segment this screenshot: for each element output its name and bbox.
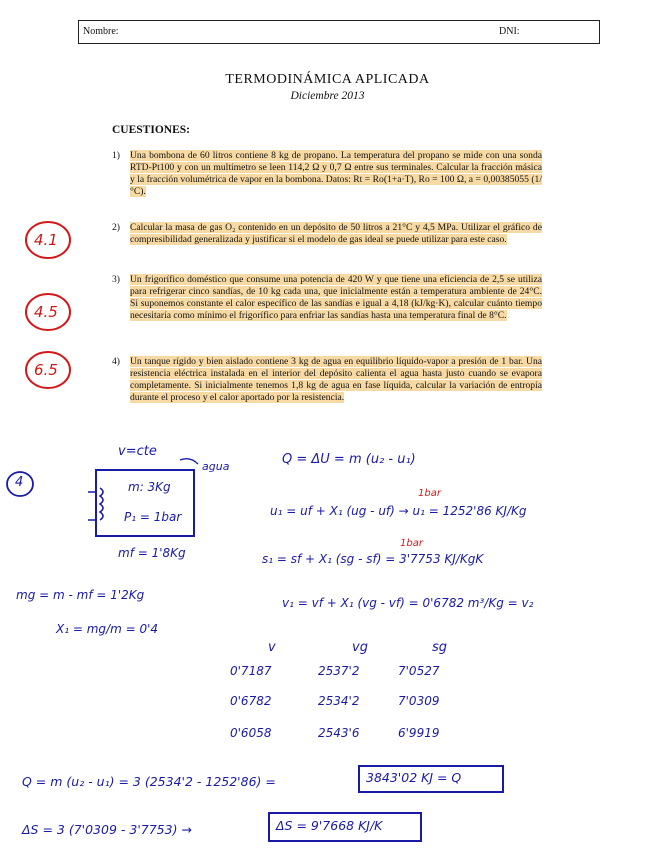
margin-mark-q4: 6.5 (34, 361, 58, 379)
question-number: 2) (112, 222, 120, 233)
q-equation: Q = ΔU = m (u₂ - u₁) (282, 452, 416, 467)
nombre-label: Nombre: (83, 26, 119, 37)
resistor-leads (88, 492, 96, 520)
table-cell: 7'0527 (398, 664, 440, 678)
table-cell: 2534'2 (318, 694, 360, 708)
question-text: Un frigorífico doméstico que consume una potencia de 420 W y que tiene una eficiencia de 2,5 se utiliza para refrigerar cinco sandías, de 10 kg cada una, que inicialmente están a temperatura ambiente de 24°C. Si suponemos constante el calor específico de las sandías e igual a 4,18 (kJ/kg·K), calcular cuánto tiempo necesitaría como mínimo el frigorífico para enfriar las sandías hasta una temperatura final de 8°C. (130, 274, 542, 321)
mg-calc: mg = m - mf = 1'2Kg (16, 588, 145, 602)
question-text: Un tanque rígido y bien aislado contiene 3 kg de agua en equilibrio líquido-vapor a presión de 1 bar. Una resistencia eléctrica instalada en el interior del depósito calienta el agua hasta justo cuando se evapora completamente. Si inicialmente tenemos 1,8 kg de agua en fase líquida, calcular la variación de entropía durante el proceso y el calor aportado por la resistencia. (130, 356, 542, 403)
table-cell: 7'0309 (398, 694, 440, 708)
question-number: 4) (112, 356, 120, 367)
margin-mark-q2: 4.1 (34, 231, 58, 249)
q-final-equation: Q = m (u₂ - u₁) = 3 (2534'2 - 1252'86) = (22, 774, 276, 789)
u1-equation: u₁ = uf + X₁ (ug - uf) → u₁ = 1252'86 KJ/Kg (270, 504, 527, 518)
s1-equation: s₁ = sf + X₁ (sg - sf) = 3'7753 KJ/KgK (262, 552, 484, 566)
table-cell: 0'7187 (230, 664, 272, 678)
mf-note: mf = 1'8Kg (118, 546, 186, 560)
ds-result-box (268, 812, 422, 842)
table-header: vg (352, 640, 368, 655)
question-text: Una bombona de 60 litros contiene 8 kg de propano. La temperatura del propano se mide con una sonda RTD-Pt100 y con un multímetro se leen 114,2 Ω y 0,7 Ω entre sus terminales. Calcular la fracción másica y la fracción volumétrica de vapor en la bombona. Datos: Rt = Ro(1+a·T), Ro = 100 Ω, a = 0,00385055 (1/°C). (130, 150, 542, 197)
dni-label: DNI: (499, 26, 520, 37)
v1-equation: v₁ = vf + X₁ (vg - vf) = 0'6782 m³/Kg = v₂ (282, 596, 534, 610)
table-cell: 6'9919 (398, 726, 440, 740)
agua-arrow (180, 459, 198, 464)
table-cell: 0'6058 (230, 726, 272, 740)
exam-date: Diciembre 2013 (290, 90, 365, 102)
ds-result: ΔS = 9'7668 KJ/K (276, 818, 383, 833)
margin-mark-q3: 4.5 (34, 303, 58, 321)
agua-note: agua (202, 460, 230, 473)
question-number: 3) (112, 274, 120, 285)
margin-mark-work: 4 (15, 475, 24, 490)
bar-note-1: 1bar (418, 488, 441, 499)
question-text: Calcular la masa de gas O₂ contenido en un depósito de 50 litros a 21°C y 4,5 MPa. Utilizar el gráfico de compresibilidad generalizada y justificar si el modelo de gas ideal se puede utilizar para este caso. (130, 222, 542, 245)
table-cell: 2543'6 (318, 726, 360, 740)
section-title: CUESTIONES: (112, 124, 190, 136)
ds-final-equation: ΔS = 3 (7'0309 - 3'7753) → (22, 822, 192, 837)
table-header: sg (432, 640, 448, 655)
q-result: 3843'02 KJ = Q (366, 770, 462, 785)
tank-pressure: P₁ = 1bar (124, 510, 182, 524)
table-header: v (268, 640, 276, 655)
resistor-coil (100, 488, 103, 520)
q-result-box (358, 765, 504, 793)
tank-mass: m: 3Kg (128, 480, 171, 494)
question-number: 1) (112, 150, 120, 161)
table-cell: 0'6782 (230, 694, 272, 708)
x1-calc: X₁ = mg/m = 0'4 (56, 622, 159, 636)
bar-note-2: 1bar (400, 538, 423, 549)
table-cell: 2537'2 (318, 664, 360, 678)
exam-title: TERMODINÁMICA APLICADA (225, 72, 430, 87)
v-const-note: v=cte (118, 444, 157, 459)
